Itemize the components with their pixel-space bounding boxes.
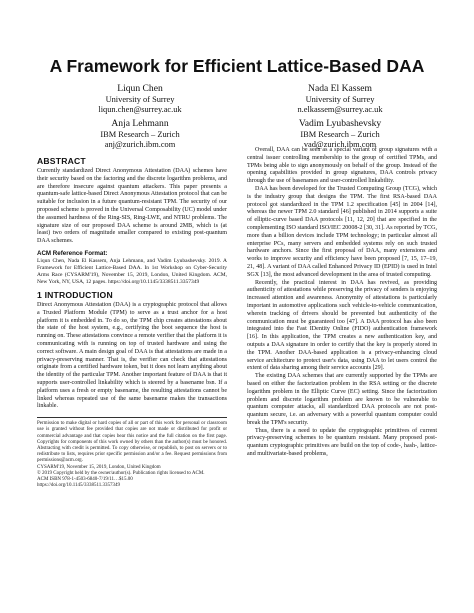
body-paragraph: DAA has been developed for the Trusted Computing Group (TCG), which is the industry group that designs the TPM. The first RSA-based DAA protocol got standardized in the TPM 1.2 specification [45] in 2004 [14], whereas the newer TPM 2.0 standard [46] published in 2014 supports a suite of elliptic-curve based DAA protocols [11, 12, 20] that are specified in the complementing ISO standard ISO/IEC 20008-2 [30, 31]. As reported by TCG, more than a billion devices include TPM technology; in particular almost all enterprise PCs, many servers and embedded systems rely on such trusted hardware anchors. Since the first proposal of DAA, many extensions and works to improve security and efficiency have been proposed [7, 15, 17–19, 21, 48]. A variant of DAA called Enhanced Privacy ID (EPID) is used in Intel SGX [13], the most advanced development in the area of trusted computing. bbox=[247, 185, 437, 278]
left-column bbox=[37, 156, 227, 489]
copyright-line: © 2019 Copyright held by the owner/author(s). Publication rights licensed to ACM. bbox=[37, 470, 205, 476]
isbn-line: ACM ISBN 978-1-4503-6840-7/19/11…$15.00 bbox=[37, 476, 133, 482]
author-affiliation: IBM Research – Zurich bbox=[300, 130, 380, 139]
author-email: anj@zurich.ibm.com bbox=[104, 140, 176, 149]
author-name: Nada El Kassem bbox=[308, 83, 372, 94]
permission-notice: Permission to make digital or hard copies of all or part of this work for personal or classroom use is granted without fee provided that copies are not made or distributed for profit or commercial advantage and that copies bear this notice and the full citation on the first page. Copyrights for components of this work owned by others than the author(s) must be honored. Abstracting with credit is permitted. To copy otherwise, or republish, to post on servers or to redistribute to lists, requires prior specific permission and/or a fee. Request permissions from permissions@acm.org. bbox=[37, 421, 227, 464]
author-affiliation: University of Surrey bbox=[305, 95, 375, 104]
body-paragraph: Overall, DAA can be seen as a special variant of group signatures with a central issuer controlling membership to the group of certified TPMs, and TPMs being able to sign anonymously on behalf of the group. Instead of the opening capabilities provided in group signatures, DAA controls privacy through the use of basenames and user-controlled linkability. bbox=[247, 147, 437, 185]
author-block-2 bbox=[240, 83, 440, 115]
introduction-text: Direct Anonymous Attestation (DAA) is a cryptographic protocol that allows a Trusted Platform Module (TPM) to serve as a trust anchor for a host platform it is embedded in. To do so, the TPM chip creates attestations about the state of the host system, e.g., certifying the boot sequence the host is running on. These attestations convince a remote verifier that the platform it is communicating with is running on top of trusted hardware and using the correct software. A main design goal of DAA is that attestations are made in a privacy-preserving manner. That is, the verifier can check that attestations originate from a certified hardware token, but it does not learn anything about the identity of the particular TPM. Another important feature of DAA is that it supports user-controlled linkability which is steered by a basename bsn. If a platform uses a fresh or empty basename, the resulting attestations cannot be linked whereas repeated use of the same basename makes the transactions linkable. bbox=[37, 301, 227, 410]
author-email: liqun.chen@surrey.ac.uk bbox=[98, 105, 182, 114]
abstract-heading: ABSTRACT bbox=[37, 156, 86, 166]
author-email: n.elkassem@surrey.ac.uk bbox=[297, 105, 383, 114]
author-block-1 bbox=[40, 83, 240, 115]
introduction-heading: 1 INTRODUCTION bbox=[37, 289, 113, 300]
right-column bbox=[247, 147, 437, 459]
body-paragraph: Recently, the practical interest in DAA has revived, as providing authenticity of attestations while preserving the privacy of senders is enjoying increased attention and awareness. Anonymity of attestations is particularly important in automotive applications such vehicle-to-vehicle communication, wherein tracking of drivers should be prevented but authenticity of the communication must be guaranteed too [47]. A DAA protocol has also been integrated into the Fast IDentity Online (FIDO) authentication framework [16]. In this application, the TPM creates a new authentication key, and outputs a DAA signature in order to certify that the key is properly stored in the TPM. Another DAA-based application is a privacy-enhancing cloud service architecture to protect user's data, using DAA to let users control the extent of data sharing among their service accounts [29]. bbox=[247, 279, 437, 372]
acm-reference-heading: ACM Reference Format: bbox=[37, 249, 108, 257]
body-paragraph: The existing DAA schemes that are currently supported by the TPMs are based on either the factorization problem in the RSA setting or the discrete logarithm problem in the Elliptic Curve (EC) setting. Since the factorization problem and discrete logarithm problem are known to be vulnerable to quantum computer attacks, all standardized DAA protocols are not post-quantum secure, i.e. an adversary with a powerful quantum computer could break the TPM's security. bbox=[247, 373, 437, 426]
footnote-divider bbox=[37, 417, 227, 418]
paper-title: A Framework for Efficient Lattice-Based DAA bbox=[49, 56, 425, 76]
author-email: vad@zurich.ibm.com bbox=[303, 140, 377, 149]
abstract-text: Currently standardized Direct Anonymous Attestation (DAA) schemes have their security based on the factoring and the discrete logarithm problems, and are therefore insecure against quantum attackers. This paper presents a quantum-safe lattice-based Direct Anonymous Attestation protocol that can be suitable for inclusion in a future quantum-resistant TPM. The security of our proposed scheme is proved in the Universal Composability (UC) model under the assumed hardness of the Ring-SIS, Ring-LWE, and NTRU problems. The signature size of our proposed DAA scheme is around 2MB, which is (at least) two orders of magnitude smaller compared to existing post-quantum DAA schemes. bbox=[37, 168, 227, 245]
author-name: Anja Lehmann bbox=[111, 118, 169, 129]
author-affiliation: University of Surrey bbox=[105, 95, 175, 104]
body-paragraph: Thus, there is a need to update the cryptographic primitives of current privacy-preserving schemes to be quantum resistant. Many proposed post-quantum cryptographic primitives are build on the top of code-, hash-, lattice- and multivariate-based problems, bbox=[247, 427, 437, 458]
author-name: Vadim Lyubashevsky bbox=[298, 118, 382, 129]
author-affiliation: IBM Research – Zurich bbox=[100, 130, 180, 139]
acm-reference-text: Liqun Chen, Nada El Kassem, Anja Lehmann, and Vadim Lyubashevsky. 2019. A Framework for Efficient Lattice-Based DAA. In 1st Workshop on Cyber-Security Arms Race (CYSARM'19), November 15, 2019, London, United Kingdom. ACM, New York, NY, USA, 12 pages. https://doi.org/10.1145/3338511.3357349 bbox=[37, 257, 227, 285]
venue-line: CYSARM'19, November 15, 2019, London, United Kingdom bbox=[37, 464, 161, 470]
author-block-4 bbox=[240, 118, 440, 150]
doi-link[interactable]: https://doi.org/10.1145/3338511.3357349 bbox=[37, 483, 121, 489]
author-block-3 bbox=[40, 118, 240, 150]
author-name: Liqun Chen bbox=[117, 83, 163, 94]
